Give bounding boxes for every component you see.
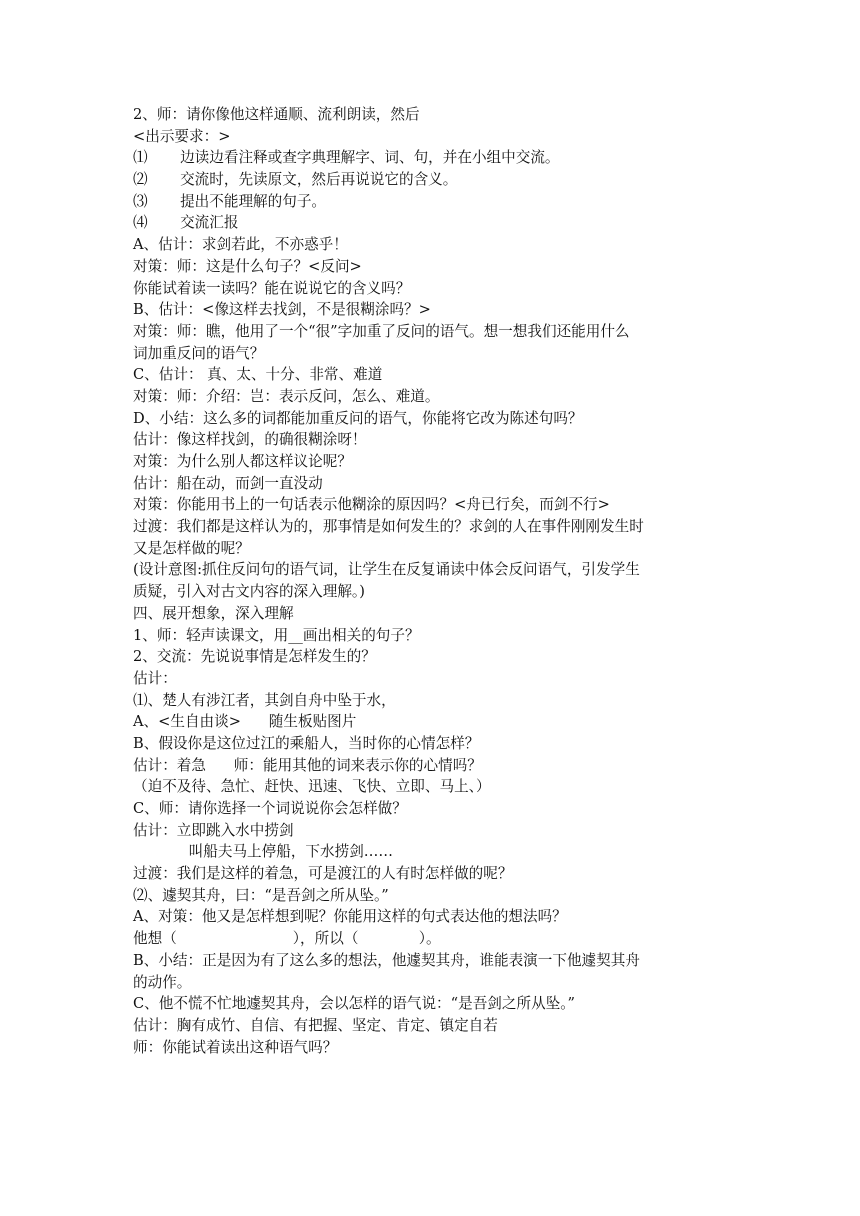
text-line: 对策：师：这是什么句子？<反问> (133, 257, 362, 275)
text-line: 估计：船在动，而剑一直没动 (133, 474, 323, 492)
text-line: 又是怎样做的呢？ (133, 539, 250, 557)
list-item: ⑴ 边读边看注释或查字典理解字、词、句，并在小组中交流。 (133, 149, 560, 167)
design-intent-note: 质疑，引入对古文内容的深入理解。) (133, 583, 365, 601)
design-intent-note: (设计意图:抓住反问句的语气词，让学生在反复诵读中体会反问语气，引发学生 (133, 561, 640, 579)
quote-line: ⑵、遽契其舟，曰：“是吾剑之所从坠。” (133, 886, 389, 904)
section-heading: 四、展开想象，深入理解 (133, 604, 294, 622)
text-line: 2、师：请你像他这样通顺、流利朗读，然后 (133, 106, 420, 123)
text-line: A、<生自由谈> 随生板贴图片 (133, 713, 357, 731)
text-line: 对策：师：瞧，他用了一个“很”字加重了反问的语气。想一想我们还能用什么 (133, 322, 630, 340)
text-line: 师：你能试着读出这种语气吗？ (133, 1038, 338, 1056)
text-line: 的动作。 (133, 973, 192, 991)
text-line: B、小结：正是因为有了这么多的想法，他遽契其舟，谁能表演一下他遽契其舟 (133, 951, 640, 969)
text-line: C、他不慌不忙地遽契其舟，会以怎样的语气说：“是吾剑之所从坠。” (133, 995, 576, 1013)
text-line: 过渡：我们都是这样认为的，那事情是如何发生的？求剑的人在事件刚刚发生时 (133, 518, 644, 536)
text-line: A、对策：他又是怎样想到呢？你能用这样的句式表达他的想法吗？ (133, 908, 567, 926)
list-item: ⑵ 交流时，先读原文，然后再说说它的含义。 (133, 171, 458, 189)
text-line: 对策：为什么别人都这样议论呢？ (133, 453, 352, 470)
text-line: 叫船夫马上停船，下水捞剑…… (133, 843, 393, 861)
text-line: A、估计：求剑若此，不亦惑乎！ (133, 236, 348, 254)
quote-line: ⑴、楚人有涉江者，其剑自舟中坠于水， (133, 691, 396, 709)
list-item: ⑶ 提出不能理解的句子。 (133, 192, 327, 210)
text-line: 估计：立即跳入水中捞剑 (133, 821, 294, 839)
text-line: 1、师：轻声读课文，用__画出相关的句子？ (133, 626, 420, 644)
text-line: C、估计： 真、太、十分、非常、难道 (133, 366, 383, 384)
text-line: 估计：像这样找剑，的确很糊涂呀！ (133, 431, 367, 449)
text-line: C、师：请你选择一个词说说你会怎样做？ (133, 800, 407, 817)
text-line: 估计：胸有成竹、自信、有把握、坚定、肯定、镇定自若 (133, 1016, 498, 1034)
text-line: 估计：着急 师：能用其他的词来表示你的心情吗？ (133, 756, 482, 774)
text-line: 对策：师：介绍：岂：表示反问，怎么、难道。 (133, 387, 440, 405)
list-item: ⑷ 交流汇报 (133, 214, 239, 232)
text-line: <出示要求：> (133, 127, 231, 145)
text-line: 词加重反问的语气？ (133, 344, 265, 362)
text-line: 你能试着读一读吗？能在说说它的含义吗？ (133, 279, 411, 297)
document-body (133, 104, 733, 1058)
fill-in-sentence: 他想（ ），所以（ ）。 (133, 930, 441, 948)
text-line: 估计： (133, 669, 177, 687)
text-line: 过渡：我们是这样的着急，可是渡江的人有时怎样做的呢？ (133, 865, 513, 883)
text-line: （迫不及待、急忙、赶快、迅速、飞快、立即、马上、） (133, 778, 491, 796)
text-line: 2、交流：先说说事情是怎样发生的？ (133, 648, 376, 666)
text-line: B、估计：<像这样去找剑，不是很糊涂吗？> (133, 301, 431, 319)
text-line: 对策：你能用书上的一句话表示他糊涂的原因吗？<舟已行矣，而剑不行> (133, 496, 610, 514)
text-line: B、假设你是这位过江的乘船人，当时你的心情怎样？ (133, 734, 480, 752)
text-line: D、小结：这么多的词都能加重反问的语气，你能将它改为陈述句吗？ (133, 409, 583, 427)
